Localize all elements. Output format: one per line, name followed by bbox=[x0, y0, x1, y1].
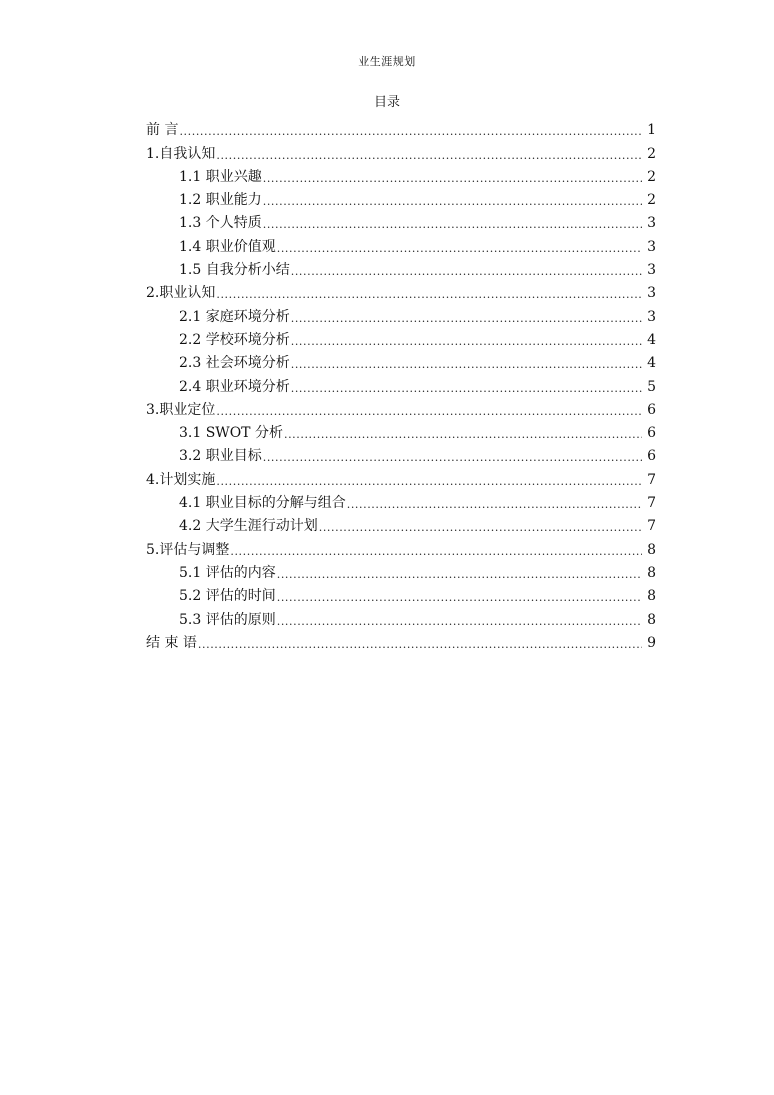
toc-entry[interactable] bbox=[146, 629, 656, 652]
toc-entry-page-number: 8 bbox=[647, 541, 656, 558]
toc-entry-page-number: 3 bbox=[647, 262, 656, 279]
toc-entry[interactable] bbox=[146, 209, 656, 232]
toc-entry-label: 4.计划实施 bbox=[146, 471, 216, 488]
toc-entry[interactable] bbox=[146, 512, 656, 535]
toc-entry-label: 1.4 职业价值观 bbox=[179, 238, 276, 255]
toc-dot-leader bbox=[216, 471, 642, 489]
toc-entry[interactable] bbox=[146, 232, 656, 255]
toc-entry-label: 前 言 bbox=[146, 122, 179, 139]
toc-entry-label: 3.2 职业目标 bbox=[179, 448, 262, 465]
toc-entry[interactable] bbox=[146, 349, 656, 372]
toc-dot-leader bbox=[216, 401, 642, 419]
table-of-contents bbox=[146, 116, 656, 652]
toc-entry[interactable] bbox=[146, 139, 656, 162]
toc-entry-label: 5.3 评估的原则 bbox=[179, 611, 276, 628]
toc-title: 目录 bbox=[373, 95, 400, 110]
toc-dot-leader bbox=[277, 611, 642, 629]
toc-entry-label: 1.2 职业能力 bbox=[179, 192, 262, 209]
toc-dot-leader bbox=[263, 168, 642, 186]
toc-entry-label: 2.2 学校环境分析 bbox=[179, 331, 290, 348]
toc-entry-label: 1.自我认知 bbox=[146, 145, 216, 162]
toc-entry-label: 2.职业认知 bbox=[146, 285, 216, 302]
toc-entry[interactable] bbox=[146, 326, 656, 349]
toc-entry-page-number: 6 bbox=[647, 448, 656, 465]
toc-dot-leader bbox=[347, 494, 642, 512]
toc-dot-leader bbox=[198, 634, 642, 652]
toc-entry-page-number: 4 bbox=[647, 355, 656, 372]
toc-entry-label: 1.5 自我分析小结 bbox=[179, 262, 290, 279]
toc-entry-page-number: 5 bbox=[647, 378, 656, 395]
toc-entry-label: 5.评估与调整 bbox=[146, 541, 230, 558]
toc-dot-leader bbox=[277, 587, 642, 605]
toc-entry[interactable] bbox=[146, 535, 656, 558]
toc-entry-label: 4.1 职业目标的分解与组合 bbox=[179, 495, 346, 512]
toc-entry-label: 3.1 SWOT 分析 bbox=[179, 425, 283, 442]
header-rule bbox=[136, 76, 656, 77]
toc-entry-label: 1.3 个人特质 bbox=[179, 215, 262, 232]
toc-dot-leader bbox=[291, 378, 642, 396]
toc-entry-page-number: 3 bbox=[647, 215, 656, 232]
toc-entry-page-number: 3 bbox=[647, 238, 656, 255]
toc-entry-page-number: 7 bbox=[647, 495, 656, 512]
toc-entry-page-number: 2 bbox=[647, 168, 656, 185]
toc-entry[interactable] bbox=[146, 186, 656, 209]
toc-entry-page-number: 3 bbox=[647, 308, 656, 325]
toc-entry[interactable] bbox=[146, 302, 656, 325]
toc-dot-leader bbox=[277, 564, 642, 582]
toc-entry-label: 2.1 家庭环境分析 bbox=[179, 308, 290, 325]
toc-entry-label: 结 束 语 bbox=[146, 634, 197, 651]
toc-dot-leader bbox=[263, 214, 642, 232]
toc-dot-leader bbox=[291, 261, 642, 279]
toc-entry[interactable] bbox=[146, 419, 656, 442]
toc-dot-leader bbox=[291, 354, 642, 372]
toc-entry[interactable] bbox=[146, 279, 656, 302]
toc-dot-leader bbox=[230, 541, 642, 559]
toc-entry[interactable] bbox=[146, 605, 656, 628]
toc-entry-label: 2.3 社会环境分析 bbox=[179, 355, 290, 372]
toc-entry-label: 2.4 职业环境分析 bbox=[179, 378, 290, 395]
toc-entry[interactable] bbox=[146, 489, 656, 512]
toc-entry-label: 3.职业定位 bbox=[146, 401, 216, 418]
toc-entry-page-number: 9 bbox=[647, 634, 656, 651]
toc-entry-page-number: 7 bbox=[647, 471, 656, 488]
toc-entry-page-number: 4 bbox=[647, 331, 656, 348]
toc-dot-leader bbox=[277, 238, 642, 256]
toc-dot-leader bbox=[291, 331, 642, 349]
toc-entry[interactable] bbox=[146, 163, 656, 186]
toc-entry[interactable] bbox=[146, 396, 656, 419]
toc-dot-leader bbox=[291, 308, 642, 326]
toc-entry-page-number: 8 bbox=[647, 588, 656, 605]
toc-dot-leader bbox=[216, 145, 642, 163]
toc-entry[interactable] bbox=[146, 372, 656, 395]
toc-entry[interactable] bbox=[146, 582, 656, 605]
toc-entry-page-number: 7 bbox=[647, 518, 656, 535]
toc-entry-label: 4.2 大学生涯行动计划 bbox=[179, 518, 318, 535]
toc-entry[interactable] bbox=[146, 442, 656, 465]
running-header: 业生涯规划 bbox=[358, 55, 416, 68]
toc-entry[interactable] bbox=[146, 559, 656, 582]
toc-entry-page-number: 8 bbox=[647, 611, 656, 628]
toc-entry-label: 5.1 评估的内容 bbox=[179, 564, 276, 581]
toc-entry[interactable] bbox=[146, 116, 656, 139]
toc-entry-page-number: 2 bbox=[647, 145, 656, 162]
toc-entry-label: 5.2 评估的时间 bbox=[179, 588, 276, 605]
toc-dot-leader bbox=[216, 284, 642, 302]
toc-dot-leader bbox=[319, 517, 642, 535]
toc-entry-label: 1.1 职业兴趣 bbox=[179, 168, 262, 185]
toc-entry[interactable] bbox=[146, 465, 656, 488]
toc-dot-leader bbox=[284, 424, 642, 442]
toc-entry-page-number: 6 bbox=[647, 401, 656, 418]
toc-dot-leader bbox=[263, 191, 642, 209]
toc-dot-leader bbox=[179, 121, 642, 139]
toc-entry-page-number: 2 bbox=[647, 192, 656, 209]
toc-dot-leader bbox=[263, 447, 642, 465]
toc-entry-page-number: 8 bbox=[647, 564, 656, 581]
toc-entry-page-number: 6 bbox=[647, 425, 656, 442]
toc-entry[interactable] bbox=[146, 256, 656, 279]
toc-entry-page-number: 3 bbox=[647, 285, 656, 302]
toc-entry-page-number: 1 bbox=[647, 122, 656, 139]
